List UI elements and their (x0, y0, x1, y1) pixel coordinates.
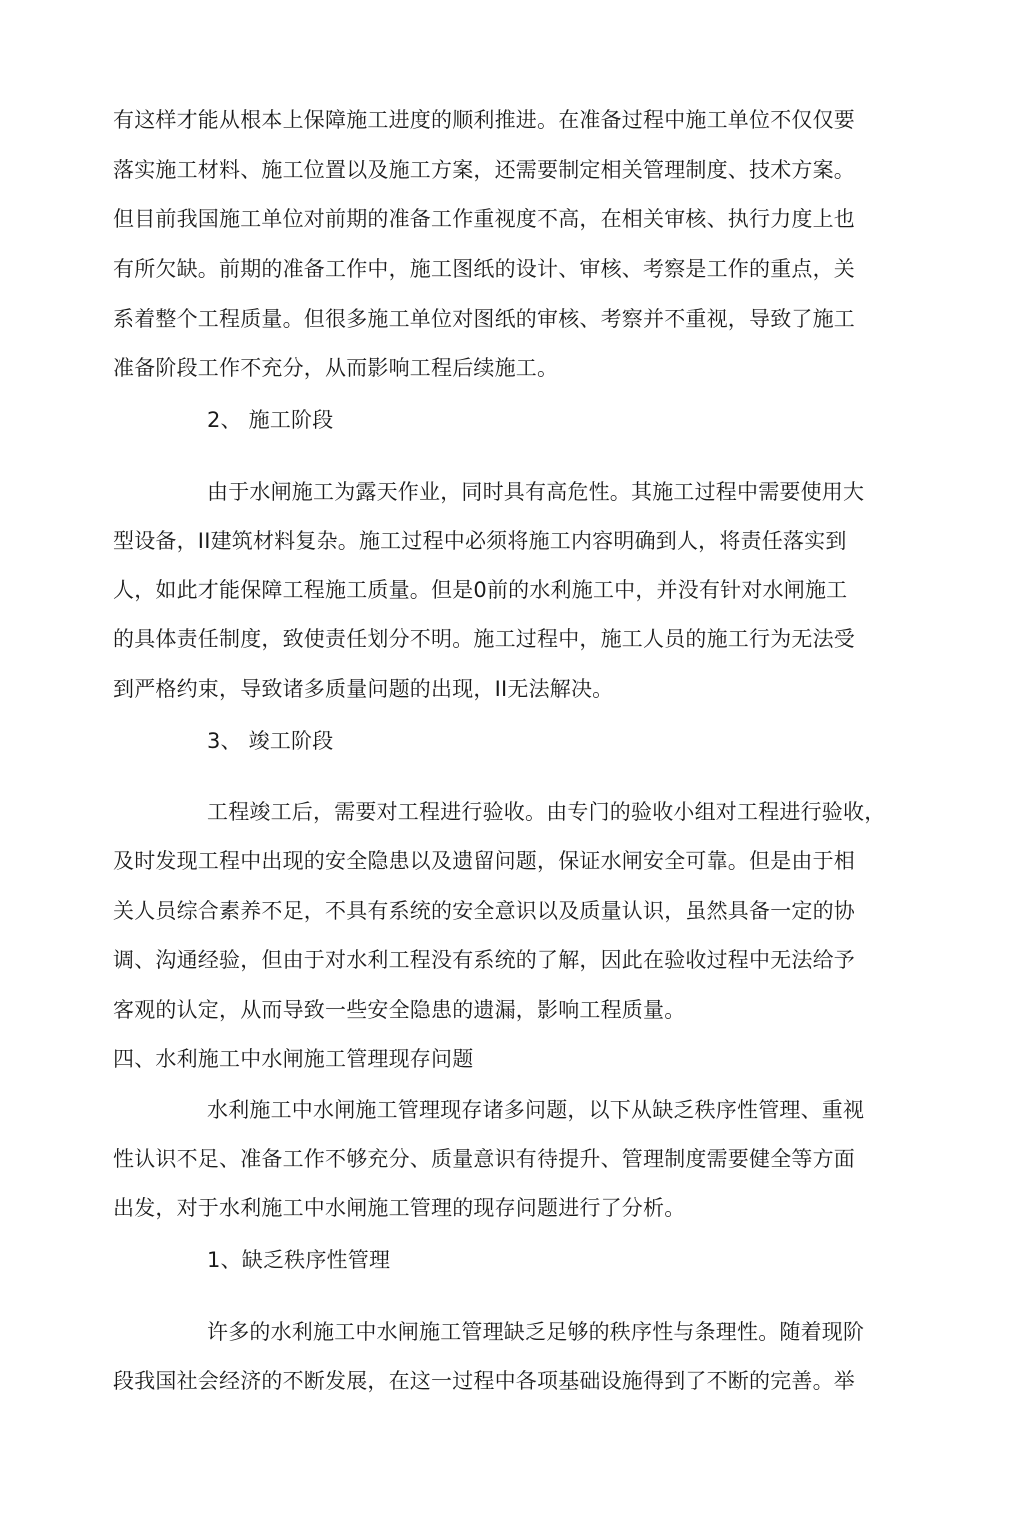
paragraph-line: 客观的认定，从而导致一些安全隐患的遗漏，影响工程质量。 (113, 998, 686, 1022)
paragraph-line: 段我国社会经济的不断发展，在这一过程中各项基础设施得到了不断的完善。举 (113, 1369, 855, 1393)
section-heading: 2、 施工阶段 (207, 408, 334, 432)
chapter-heading: 四、水利施工中水闸施工管理现存问题 (113, 1047, 474, 1071)
paragraph-line: 许多的水利施工中水闸施工管理缺乏足够的秩序性与条理性。随着现阶 (207, 1320, 865, 1344)
paragraph-line: 有所欠缺。前期的准备工作中，施工图纸的设计、审核、考察是工作的重点，关 (113, 257, 855, 281)
paragraph-line: 准备阶段工作不充分，从而影响工程后续施工。 (113, 356, 559, 380)
paragraph-line: 性认识不足、准备工作不够充分、质量意识有待提升、管理制度需要健全等方面 (113, 1147, 855, 1171)
paragraph-line: 及时发现工程中出现的安全隐患以及遗留问题，保证水闸安全可靠。但是由于相 (113, 849, 855, 873)
paragraph-line: 型设备，II建筑材料复杂。施工过程中必须将施工内容明确到人，将责任落实到 (113, 529, 847, 553)
paragraph-line: 关人员综合素养不足，不具有系统的安全意识以及质量认识，虽然具备一定的协 (113, 899, 855, 923)
paragraph-line: 人，如此才能保障工程施工质量。但是0前的水利施工中，并没有针对水闸施工 (113, 578, 848, 602)
paragraph-line: 工程竣工后，需要对工程进行验收。由专门的验收小组对工程进行验收， (207, 800, 886, 824)
paragraph-line: 落实施工材料、施工位置以及施工方案，还需要制定相关管理制度、技术方案。 (113, 158, 855, 182)
paragraph-line: 由于水闸施工为露天作业，同时具有高危性。其施工过程中需要使用大 (207, 480, 865, 504)
paragraph-line: 到严格约束，导致诸多质量问题的出现，II无法解决。 (113, 677, 614, 701)
paragraph-line: 调、沟通经验，但由于对水利工程没有系统的了解，因此在验收过程中无法给予 (113, 948, 855, 972)
paragraph-line: 水利施工中水闸施工管理现存诸多问题，以下从缺乏秩序性管理、重视 (207, 1098, 865, 1122)
paragraph-line: 出发，对于水利施工中水闸施工管理的现存问题进行了分析。 (113, 1196, 686, 1220)
section-heading: 3、 竣工阶段 (207, 729, 334, 753)
paragraph-line: 但目前我国施工单位对前期的准备工作重视度不高，在相关审核、执行力度上也 (113, 207, 855, 231)
paragraph-line: 的具体责任制度，致使责任划分不明。施工过程中，施工人员的施工行为无法受 (113, 627, 855, 651)
section-heading: 1、缺乏秩序性管理 (207, 1248, 391, 1272)
paragraph-line: 有这样才能从根本上保障施工进度的顺利推进。在准备过程中施工单位不仅仅要 (113, 108, 855, 132)
paragraph-line: 系着整个工程质量。但很多施工单位对图纸的审核、考察并不重视，导致了施工 (113, 307, 855, 331)
